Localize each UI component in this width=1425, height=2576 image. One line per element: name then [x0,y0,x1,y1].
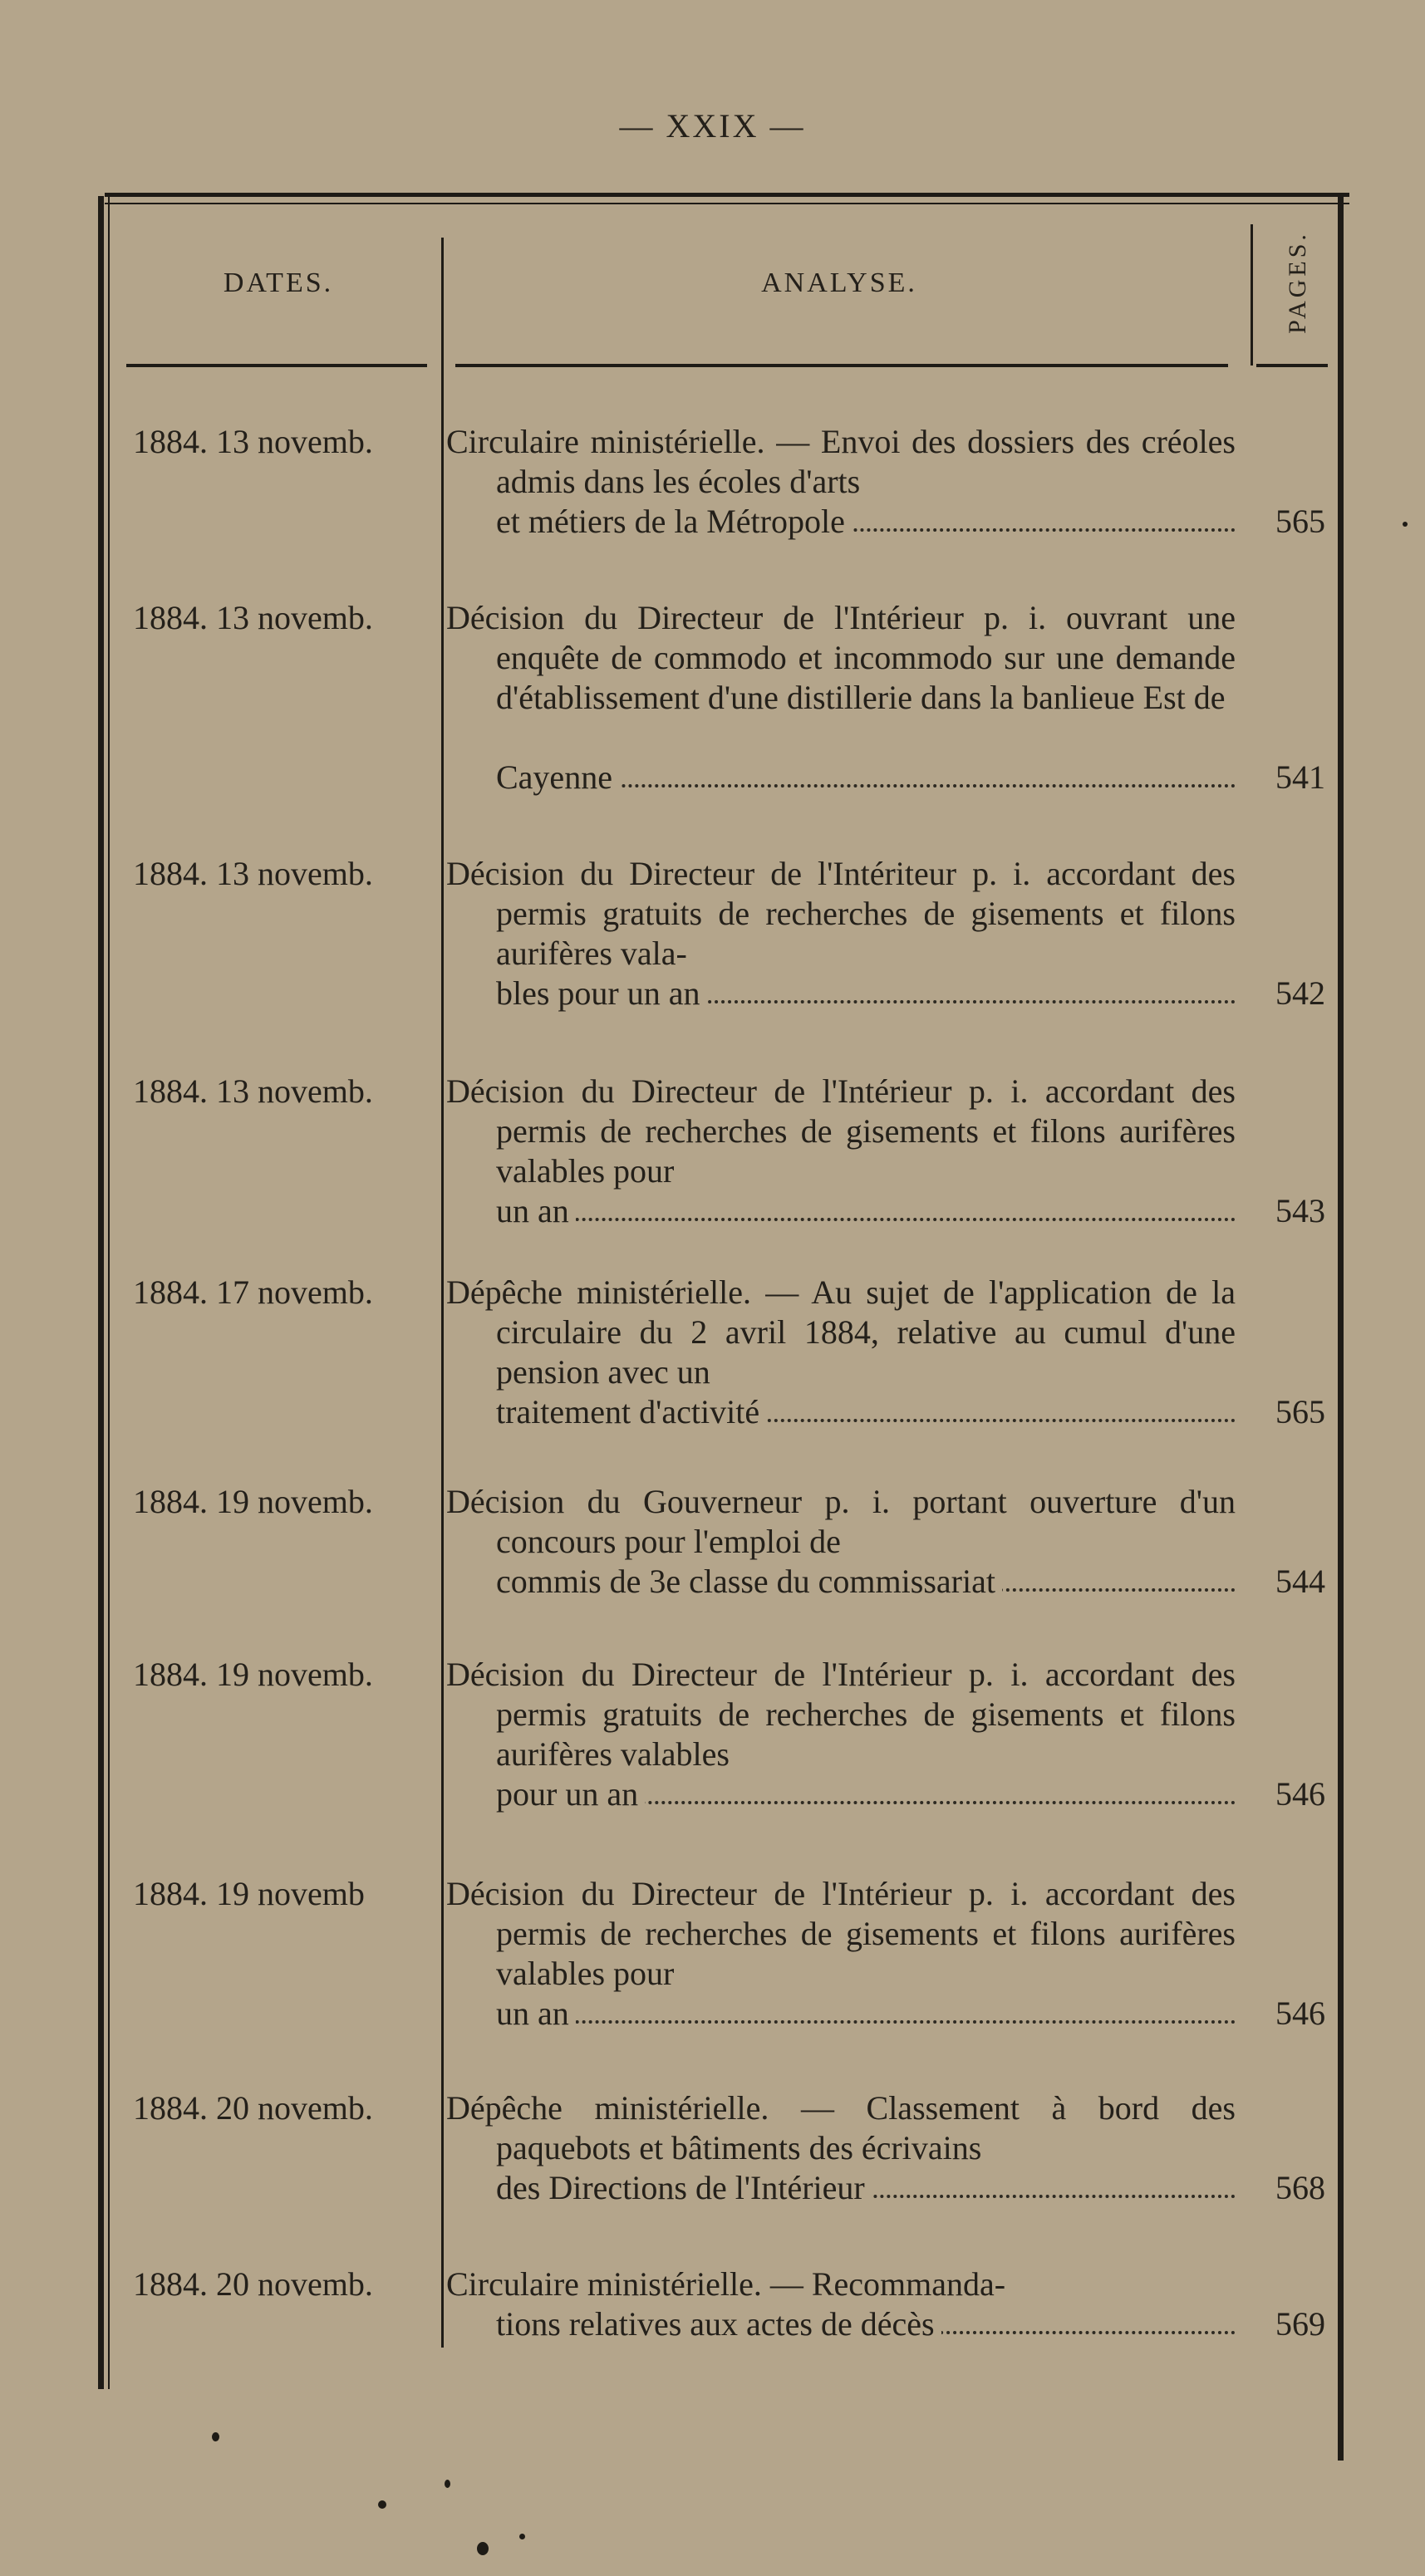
table-left-border-inner [108,196,110,2389]
entry-last-line: des Directions de l'Intérieur [496,2168,1236,2208]
table-top-rule-thin [105,203,1349,204]
page-number: — XXIX — [619,107,806,145]
entry-analysis: Décision du Directeur de l'Intérieur p. i. accordant des permis de recherches de gisements et filons aurifères valables pour [446,1875,1236,1992]
ink-speck [519,2534,525,2539]
entry-last-line: traitement d'activité [496,1392,1236,1432]
entry-analysis: Décision du Directeur de l'Intérieur p. i. accordant des permis de recherches de gisements et filons aurifères valables pour [446,1072,1236,1190]
entry-last-line: un an [496,1994,1236,2034]
entry-date: 1884. 19 novemb. [133,1483,373,1520]
entry-date: 1884. 13 novemb. [133,599,373,636]
entry-date: 1884. 20 novemb. [133,2265,373,2303]
ink-speck [378,2500,386,2509]
entry-date: 1884. 19 novemb. [133,1656,373,1693]
entry-analysis: Décision du Directeur de l'Intérieur p. i. ouvrant une enquête de commodo et incommodo sur une demande d'établissement d'une distillerie dans la banlieue Est de [446,599,1236,716]
entry-page: 543 [1275,1192,1325,1229]
table-left-border [98,196,104,2389]
entry-date: 1884. 13 novemb. [133,423,373,460]
entry-date: 1884. 19 novemb [133,1875,365,1912]
entry-page: 546 [1275,1775,1325,1813]
entry-last-line: bles pour un an [496,974,1236,1013]
entry-page: 569 [1275,2305,1325,2343]
column-header-analysis: ANALYSE. [761,267,917,298]
entry-last-line: et métiers de la Métropole [496,502,1236,542]
entry-page: 568 [1275,2169,1325,2206]
ink-speck [477,2542,489,2555]
entry-last-line: pour un an [496,1774,1236,1814]
entry-analysis: Décision du Directeur de l'Intériteur p. i. accordant des permis gratuits de recherches de gisements et filons aurifères vala- [446,855,1236,972]
entry-date: 1884. 13 novemb. [133,855,373,892]
entry-page: 565 [1275,1393,1325,1430]
header-underline-pages [1256,364,1328,367]
entry-page: 541 [1275,758,1325,796]
entry-page: 546 [1275,1995,1325,2032]
entry-analysis: Circulaire ministérielle. — Envoi des dossiers des créoles admis dans les écoles d'arts [446,423,1236,500]
entry-last-line: tions relatives aux actes de décès [496,2304,1236,2344]
ink-speck [1403,522,1408,527]
entry-last-line: un an [496,1191,1236,1231]
entry-page: 542 [1275,974,1325,1012]
entry-date: 1884. 20 novemb. [133,2089,373,2127]
entry-last-line: commis de 3e classe du commissariat [496,1562,1236,1602]
entry-date: 1884. 17 novemb. [133,1273,373,1311]
table-top-rule [105,193,1349,197]
ink-speck [212,2432,219,2441]
header-underline-dates [126,364,427,367]
entry-analysis: Dépêche ministérielle. — Au sujet de l'application de la circulaire du 2 avril 1884, relative au cumul d'une pension avec un [446,1273,1236,1391]
column-divider-dates [441,238,444,2348]
entry-last-line: Cayenne [496,758,1236,797]
entry-analysis: Décision du Directeur de l'Intérieur p. i. accordant des permis gratuits de recherches de gisements et filons aurifères valables [446,1656,1236,1773]
header-underline-analysis [455,364,1228,367]
column-header-pages: PAGES. [1284,231,1311,334]
entry-page: 565 [1275,503,1325,540]
entry-date: 1884. 13 novemb. [133,1072,373,1110]
ink-speck [445,2480,450,2488]
entry-analysis: Dépêche ministérielle. — Classement à bord des paquebots et bâtiments des écrivains [446,2089,1236,2166]
column-divider-pages [1251,224,1253,366]
entry-analysis: Circulaire ministérielle. — Recommanda- [446,2265,1006,2303]
column-header-dates: DATES. [223,267,334,298]
entry-page: 544 [1275,1563,1325,1600]
entry-analysis: Décision du Gouverneur p. i. portant ouverture d'un concours pour l'emploi de [446,1483,1236,1560]
